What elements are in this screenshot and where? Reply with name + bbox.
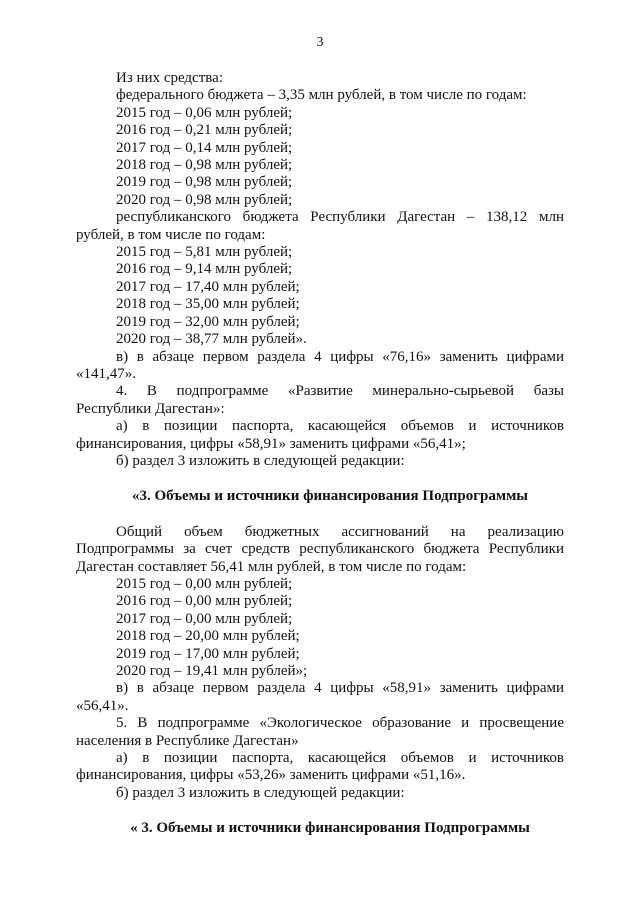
text-line: федерального бюджета – 3,35 млн рублей, в том числе по годам:	[116, 87, 527, 104]
text-line: б) раздел 3 изложить в следующей редакции:	[116, 452, 405, 469]
spacer	[76, 506, 564, 524]
text-line: 2016 год – 0,00 млн рублей;	[116, 593, 293, 610]
text-block-2	[76, 524, 564, 803]
section-heading-1: «3. Объемы и источники финансирования Подпрограммы	[131, 488, 529, 505]
page-number: 3	[316, 35, 324, 50]
text-line: 2019 год – 17,00 млн рублей;	[116, 645, 300, 662]
spacer	[76, 802, 564, 820]
text-line: 5. В подпрограмме «Экологическое образование и просвещение	[116, 715, 564, 732]
text-line: 2020 год – 0,98 млн рублей;	[116, 191, 293, 208]
text-line: 2018 год – 20,00 млн рублей;	[116, 628, 300, 645]
section-heading-2: « 3. Объемы и источники финансирования Подпрограммы	[130, 820, 530, 837]
text-line: 2020 год – 38,77 млн рублей».	[116, 331, 307, 348]
spacer	[76, 470, 564, 488]
text-line: 2015 год – 0,00 млн рублей;	[116, 575, 293, 592]
text-line: в) в абзаце первом раздела 4 цифры «58,91» заменить цифрами	[116, 680, 564, 697]
text-line: 2017 год – 0,00 млн рублей;	[116, 610, 293, 627]
text-line: 2016 год – 0,21 млн рублей;	[116, 122, 293, 139]
text-line: 2016 год – 9,14 млн рублей;	[116, 261, 293, 278]
text-line: Дагестан составляет 56,41 млн рублей, в том числе по годам:	[76, 558, 467, 575]
text-line: 2020 год – 19,41 млн рублей»;	[116, 663, 308, 679]
text-line: Из них средства:	[116, 70, 223, 86]
text-line: 2017 год – 0,14 млн рублей;	[116, 139, 293, 156]
text-line: финансирования, цифры «58,91» заменить цифрами «56,41»;	[76, 435, 466, 452]
text-line: а) в позиции паспорта, касающейся объемов и источников	[116, 418, 564, 435]
text-block-1	[76, 70, 564, 470]
text-line: в) в абзаце первом раздела 4 цифры «76,16» заменить цифрами	[116, 348, 564, 365]
text-line: а) в позиции паспорта, касающейся объемов и источников	[116, 750, 564, 767]
text-line: 2019 год – 32,00 млн рублей;	[116, 313, 300, 330]
text-line: 2017 год – 17,40 млн рублей;	[116, 278, 300, 295]
text-line: рублей, в том числе по годам:	[76, 226, 266, 243]
text-line: «56,41».	[76, 697, 129, 714]
text-line: Республики Дагестан»:	[76, 400, 225, 417]
text-line: 2019 год – 0,98 млн рублей;	[116, 174, 293, 191]
text-line: республиканского бюджета Республики Дагестан – 138,12 млн	[116, 209, 564, 226]
document-body	[76, 70, 564, 838]
text-line: 2018 год – 0,98 млн рублей;	[116, 157, 293, 174]
text-line: 2015 год – 0,06 млн рублей;	[116, 104, 293, 121]
text-line: б) раздел 3 изложить в следующей редакции:	[116, 784, 405, 801]
text-line: 2015 год – 5,81 млн рублей;	[116, 244, 293, 261]
text-line: 2018 год – 35,00 млн рублей;	[116, 296, 300, 313]
text-line: «141,47».	[76, 365, 136, 382]
text-line: финансирования, цифры «53,26» заменить цифрами «51,16».	[76, 767, 466, 784]
text-line: 4. В подпрограмме «Развитие минерально-сырьевой базы	[116, 383, 564, 400]
text-line: населения в Республике Дагестан»	[76, 732, 299, 749]
text-line: Общий объем бюджетных ассигнований на реализацию	[116, 523, 564, 540]
text-line: Подпрограммы за счет средств республиканского бюджета Республики	[76, 541, 564, 558]
